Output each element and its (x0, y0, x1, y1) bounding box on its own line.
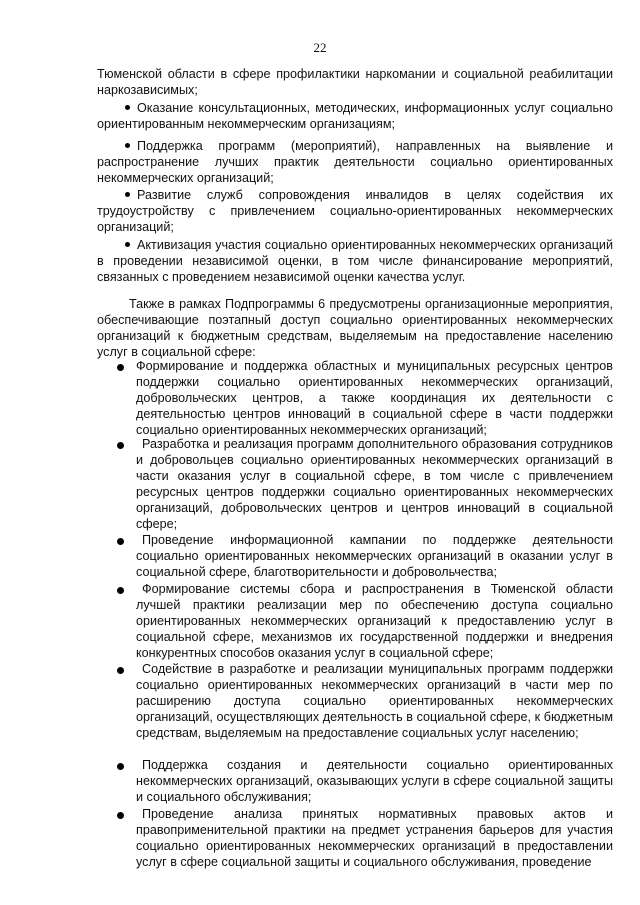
list-item: Проведение информационной кампании по поддержке деятельности социально ориентированных некоммерческих организаций в оказании услуг в социальной сфере, благотворительности и добровольчества; (136, 533, 613, 580)
list-item: Проведение анализа принятых нормативных правовых актов и правоприменительной практики на предмет устранения барьеров для участия социально ориентированных некоммерческих организаций в предоставлении услуг в сфере социальной защиты и социального обслуживания, проведение (136, 807, 613, 870)
bullet-icon (117, 812, 124, 819)
bullet-icon (117, 442, 124, 449)
intro-text: Тюменской области в сфере профилактики наркомании и социальной реабилитации наркозависимых; (97, 67, 613, 98)
page-number: 22 (313, 40, 327, 55)
bullet-icon (117, 763, 124, 770)
list-item: Оказание консультационных, методических, информационных услуг социально ориентированным некоммерческим организациям; (97, 101, 613, 132)
list-item: Развитие служб сопровождения инвалидов в целях содействия их трудоустройству с привлечением социально-ориентированных некоммерческих организаций; (97, 188, 613, 235)
list-item: Формирование системы сбора и распространения в Тюменской области лучшей практики реализации мер по обеспечению доступа социально ориентированных некоммерческих организаций к предоставлению услуг в социальной сфере, механизмов их государственной поддержки и внедрения конкурентных способов оказания услуг в социальной сфере; (136, 582, 613, 661)
list-item: Поддержка создания и деятельности социально ориентированных некоммерческих организаций, оказывающих услуги в сфере социальной защиты и социального обслуживания; (136, 758, 613, 805)
list-item: Поддержка программ (мероприятий), направленных на выявление и распространение лучших практик деятельности социально ориентированных некоммерческих организаций; (97, 139, 613, 186)
bullet-icon (125, 192, 130, 197)
bullet-icon (125, 105, 130, 110)
bullet-icon (117, 364, 124, 371)
bullet-icon (117, 667, 124, 674)
bullet-icon (117, 587, 124, 594)
paragraph-text: Также в рамках Подпрограммы 6 предусмотрены организационные мероприятия, обеспечивающие поэтапный доступ социально ориентированных некоммерческих организаций к бюджетным средствам, выделяемым на предоставление населению услуг в социальной сфере: (97, 297, 613, 360)
list-item: Содействие в разработке и реализации муниципальных программ поддержки социально ориентированных некоммерческих организаций в части мер по расширению доступа социально ориентированных некоммерческих организаций, осуществляющих деятельность в социальной сфере, к бюджетным средствам, выделяемым на предоставление социальных услуг населению; (136, 662, 613, 741)
list-item: Разработка и реализация программ дополнительного образования сотрудников и добровольцев социально ориентированных некоммерческих организаций в части оказания услуг в социальной сфере, в том числе с привлечением ресурсных центров поддержки социально ориентированных некоммерческих организаций, добровольческих центров и центров инноваций в социальной сфере; (136, 437, 613, 532)
list-item: Формирование и поддержка областных и муниципальных ресурсных центров поддержки социально ориентированных некоммерческих организаций, добровольческих центров, а также координация их деятельности с деятельностью центров инноваций в социальной сфере в части поддержки социально ориентированных некоммерческих организаций; (136, 359, 613, 438)
bullet-icon (125, 143, 130, 148)
bullet-icon (125, 242, 130, 247)
list-item: Активизация участия социально ориентированных некоммерческих организаций в проведении независимой оценки, в том числе финансирование мероприятий, связанных с проведением независимой оценки качества услуг. (97, 238, 613, 285)
bullet-icon (117, 538, 124, 545)
